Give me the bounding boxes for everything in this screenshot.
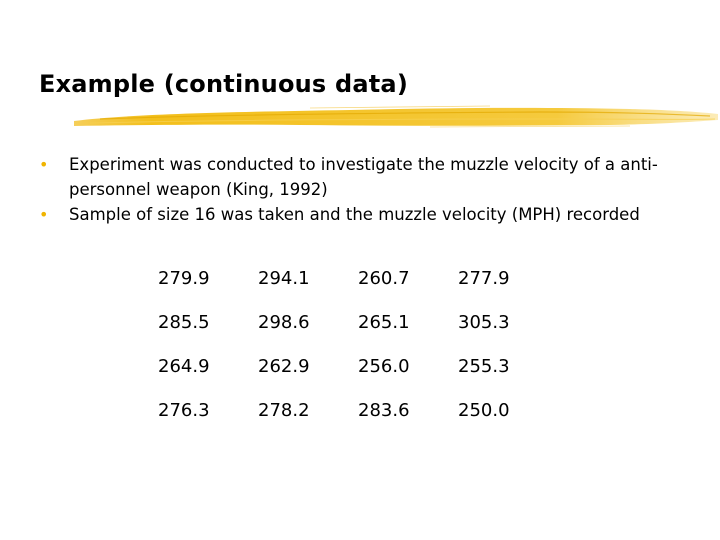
table-cell: 294.1	[258, 267, 310, 289]
table-cell: 265.1	[358, 311, 410, 333]
bullet-list	[39, 152, 699, 227]
table-row	[148, 300, 548, 344]
bullet-text: Experiment was conducted to investigate the muzzle velocity of a anti-personnel weapon (King, 1992)	[69, 155, 658, 199]
bullet-dot-icon: •	[39, 155, 49, 174]
table-cell: 276.3	[158, 399, 210, 421]
bullet-text: Sample of size 16 was taken and the muzzle velocity (MPH) recorded	[69, 205, 640, 224]
table-row	[148, 256, 548, 300]
table-cell: 277.9	[458, 267, 510, 289]
table-row	[148, 388, 548, 432]
title-underline-brushstroke	[70, 104, 720, 130]
table-cell: 262.9	[258, 355, 310, 377]
table-row	[148, 344, 548, 388]
table-cell: 260.7	[358, 267, 410, 289]
bullet-item	[39, 202, 699, 227]
bullet-item	[39, 152, 699, 202]
table-cell: 278.2	[258, 399, 310, 421]
table-cell: 256.0	[358, 355, 410, 377]
bullet-dot-icon: •	[39, 205, 49, 224]
table-cell: 298.6	[258, 311, 310, 333]
table-cell: 283.6	[358, 399, 410, 421]
velocity-data-table	[148, 256, 548, 432]
table-cell: 250.0	[458, 399, 510, 421]
table-cell: 264.9	[158, 355, 210, 377]
table-cell: 305.3	[458, 311, 510, 333]
table-cell: 255.3	[458, 355, 510, 377]
slide-title: Example (continuous data)	[39, 70, 408, 98]
table-cell: 285.5	[158, 311, 210, 333]
table-cell: 279.9	[158, 267, 210, 289]
